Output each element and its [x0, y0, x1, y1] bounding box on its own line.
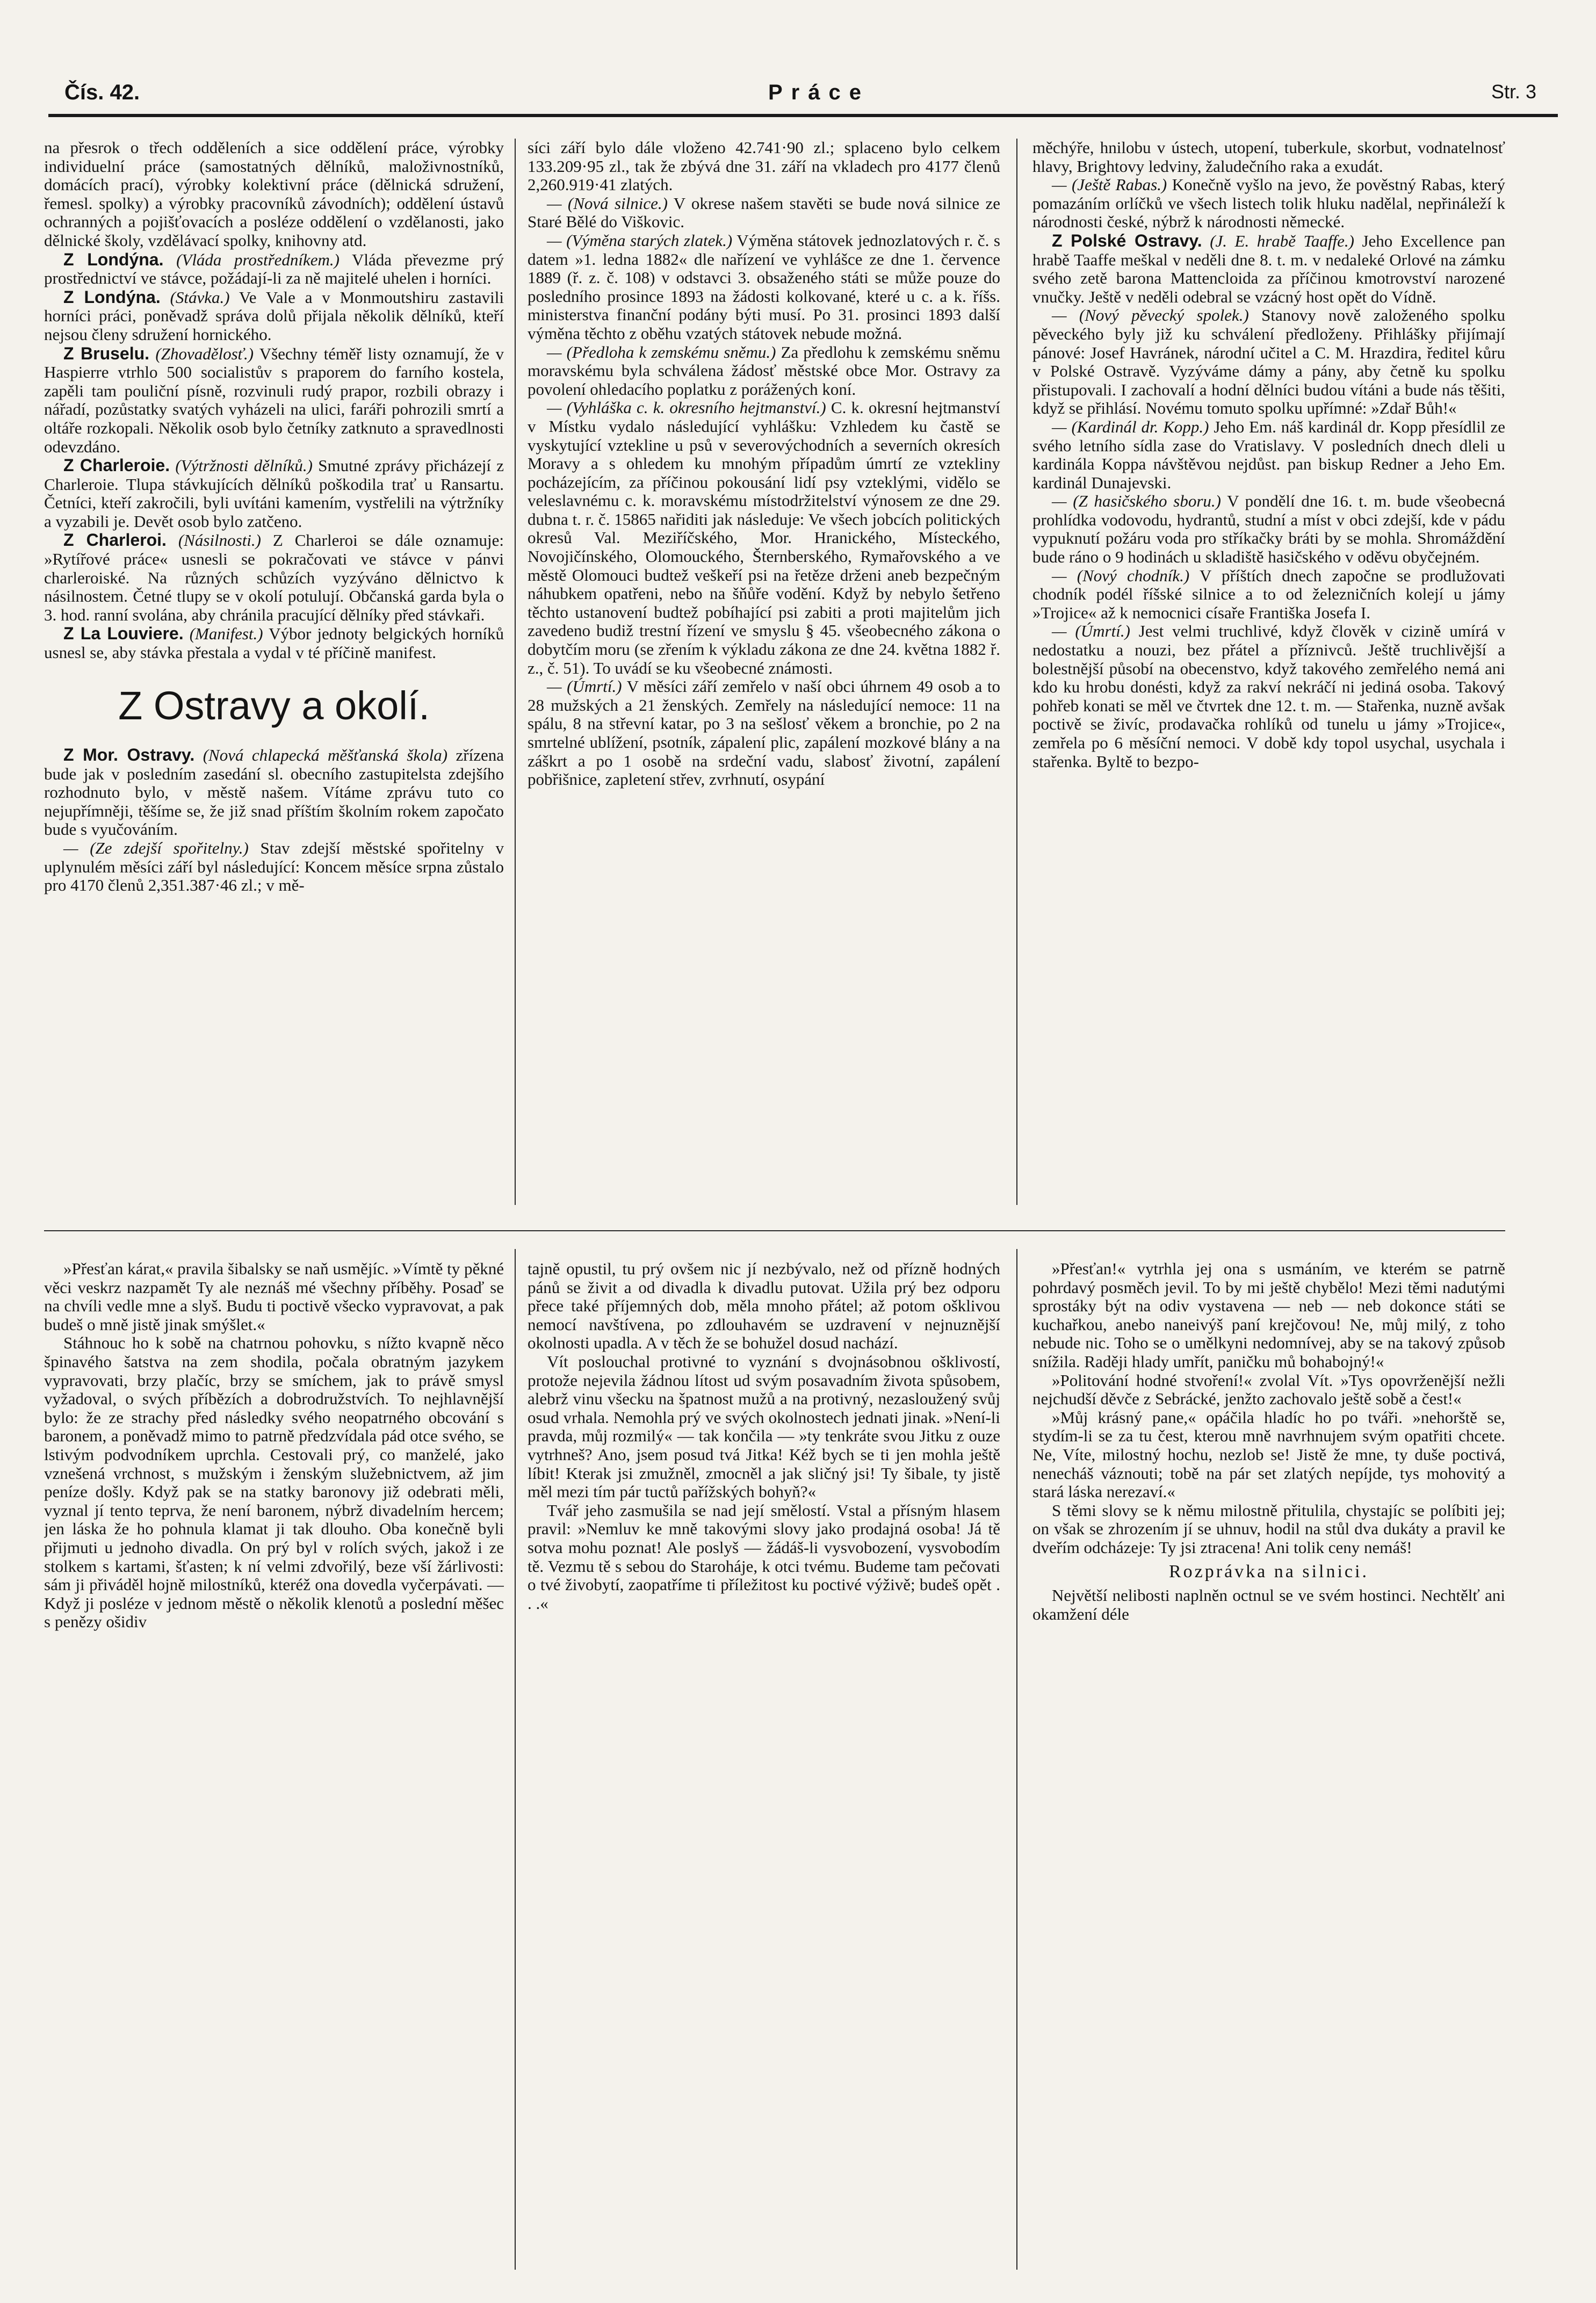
news-item: Z Mor. Ostravy. (Nová chlapecká měšťanská škola) zřízena bude jak v posledním zasedání sl. obecního zastupitelsta zdejšího rozhodnuto bylo, v městě našem. Vítáme zprávu tuto co nejupřímněji, těšíme se, že již snad příštím školním rokem započato bude s vyučováním. [44, 745, 504, 839]
news-item: — (Úmrtí.) V měsíci září zemřelo v naší obci úhrnem 49 osob a to 28 mužských a 21 ženských. Zemřely na následující nemoce: 11 na spálu, 8 na střevní katar, po 3 na sešlosť věkem a bronchie, po 2 na smrtelné ublížení, psotník, zápalení plic, zapálení mozkové blány a na záškrt a po 1 osobě na srdeční vadu, slabosť životní, zapálení pobřišnice, zapletení střev, zvrhnutí, osypání [528, 677, 1000, 789]
feuilleton-paragraph: »Přesťan kárat,« pravila šibalsky se naň usmějíc. »Vímtě ty pěkné věci veskrz nazpamět Ty ale neznáš mé všechny příběhy. Posaď se na chvíli vedle mne a slyš. Budu ti poctivě všecko vypravovat, a pak budeš o mně jistě jinak smýšlet.« [44, 1260, 504, 1334]
news-item: Z Londýna. (Stávka.) Ve Vale a v Monmoutshiru zastavili horníci práci, poněvadž správa dolů přijala několik dělníků, kteří nejsou členy sdružení hornického. [44, 287, 504, 344]
feuilleton-column-3 [1032, 1260, 1505, 2280]
feuilleton-column-2 [528, 1260, 1000, 2280]
feuilleton-paragraph: »Politování hodné stvoření!« zvolal Vít. »Tys opovrženější nežli nejchudší děvče z Sebrácké, jenžto zachovalo ještě sobě a čest!« [1032, 1370, 1505, 1409]
news-item: — (Ještě Rabas.) Konečně vyšlo na jevo, že pověstný Rabas, který pomazáním orlíčků ve všech listech tolik hluku nadělal, nepřináleží k národnosti české, nýbrž k národnosti německé. [1032, 175, 1505, 232]
article-text: na přesrok o třech odděleních a sice oddělení práce, výrobky individuelní práce (samostatných dělníků, maloživnostníků, domácích prací), výrobky kolektivní práce (dělnická sdružení, řemesl. spolky) a výrobky pracovníků závodních); oddělení ústavů ochranných a pojišťovacích a posléze oddělení o vzdělanosti, jako dělnické školy, vzdělávací spolky, knihovny atd. [44, 139, 504, 250]
news-item: Z Londýna. (Vláda prostředníkem.) Vláda převezme prý prostřednictví ve stávce, požádají-li za ně majitelé uhelen i horníci. [44, 249, 504, 288]
column-2 [528, 139, 1000, 1205]
news-item: — (Ze zdejší spořitelny.) Stav zdejší městské spořitelny v uplynulém měsíci září byl následující: Koncem měsíce srpna zůstalo pro 4170 členů 2,351.387·46 zl.; v mě- [44, 838, 504, 895]
news-item: — (Vyhláška c. k. okresního hejtmanství.) C. k. okresní hejtmanství v Místku vydalo následující vyhlášku: Vzhledem ku častě se vyskytující vztekline u psů v severovýchodních a severních okresích Moravy a s ohledem ku mnohým případům úmrtí ze vztekliny pocházejícím, za příčinou pokousání lidí psy vzteklými, vidělo se veleslavnému c. k. moravskému místodržitelství výnosem ze dne 29. dubna t. r. č. 15865 nařiditi jak následuje: Ve všech jobcích politických okresů Val. Meziříčského, Mor. Hranického, Místeckého, Novojičínského, Olomouckého, Šternberského, Rymařovského a ve městě Olomouci budtež veškeří psi na řetěze drženi aneb bezpečným náhubkem opatřeni, nebo na šňůře vodění. Když by nebylo šetřeno těchto ustanovení budtež pobíhající psi zabiti a proti majitelům jich zavedeno budiž trestní řízení ve smyslu § 45. všeobecného zákona o dobytčím moru (se zřením k výkladu zákona ze dne 24. května 1882 ř. z., č. 51). To uvádí se ku všeobecné známosti. [528, 398, 1000, 677]
page-header [48, 81, 1552, 113]
news-item: Z Charleroie. (Výtržnosti dělníků.) Smutné zprávy přicházejí z Charleroie. Tlupa stávkujících dělníků poškodila trať u Ransartu. Četníci, kteří zakročili, byli uvítáni kamením, vystřelili na výtržníky a vyzabili je. Devět osob bylo zatčeno. [44, 456, 504, 531]
feuilleton-column-1 [44, 1260, 504, 2280]
feuilleton-paragraph: Největší nelibosti naplněn octnul se ve svém hostinci. Nechtělť ani okamžení déle [1032, 1586, 1505, 1623]
news-item: Z Polské Ostravy. (J. E. hrabě Taaffe.) Jeho Excellence pan hrabě Taaffe meškal v neděli dne 8. t. m. v nedaleké Orlové na zámku svého zetě barona Mattencloida za příčinou kmotrovství narozené vnučky. Ještě v neděli odebral se vzácný host opět do Vídně. [1032, 230, 1505, 306]
news-item: — (Nová silnice.) V okrese našem stavěti se bude nová silnice ze Staré Bělé do Viškovic. [528, 193, 1000, 232]
news-item: Z Charleroi. (Násilnosti.) Z Charleroi se dále oznamuje: »Rytířové práce« usnesli se pokračovati ve stávce v pánvi charleroiské. Na různých schůzích vyzýváno dělnictvo k násilnostem. Četné tlupy se v okolí potulují. Občanská garda byla o 3. hod. ranní svolána, aby chránila pracující dělníky před stávkaři. [44, 530, 504, 624]
column-3 [1032, 139, 1505, 1205]
news-item: — (Výměna starých zlatek.) Výměna státovek jednozlatových r. č. s datem »1. ledna 1882« dle nařízení ve vyhlášce ze dne 1. července 1889 (ř. z. č. 108) v odstavci 3. obsaženého státi se může pouze do posledního prosince 1893 na žádosti kolkované, které u c. a k. říšs. ministerstva finanční podány býti musí. Po 31. prosinci 1893 další výměna těchto z oběhu vzatých státovek nebude možná. [528, 230, 1000, 343]
column-divider [515, 139, 516, 1205]
news-item: — (Nový chodník.) V příštích dnech započne se prodlužovati chodník podél říšské silnice a to od železničních kolejí u jámy »Trojice« až k nemocnici císaře Františka Josefa I. [1032, 566, 1505, 622]
feuilleton-paragraph: Stáhnouc ho k sobě na chatrnou pohovku, s nížto kvapně něco špinavého šatstva na zem shodila, počala obratným jazykem vypravovati, brzy plačíc, brzy se smíchem, jak to právě smysl vyžadoval, o svých příbězích a dobrodružstvích. To nejhlavnější bylo: že ze strachy před následky svého neopatrného obcování s baronem, a poněvadž mimo to patrně předzvídala pád otce svého, se lstivým podvodníkem uprchla. Cestovali prý, co manželé, jako vznešená vrchnost, s mužským i ženským služebnictvem, až jim peníze došly. Když pak se na statky baronovy již odebrati měli, vyznal jí tento teprva, že není baronem, nýbrž divadelním hercem; jen láska že ho pohnula klamat ji tak dlouho. Oba konečně byli přijmuti u jednoho divadla. On prý byl v rolích svých, jakož i ze stolkem s kartami, šťasten; k ní velmi zdvořilý, beze vší žárlivosti: sám ji přiváděl hojně milostníků, kteréž ona dovedla vyčerpávati. — Když ji posléze v jednom městě o několik klenotů a poslední měšec s penězy ošidiv [44, 1333, 504, 1631]
feuilleton-paragraph: Vít poslouchal protivné to vyznání s dvojnásobnou ošklivostí, protože nejevila žádnou lítost ud svým posavadním života spůsobem, alebrž vinu všecku na špatnost mužů a na protivný, nezasloužený svůj osud vrhala. Nemohla prý ve svých okolnostech jednati jinak. »Není-li pravda, můj rozmilý« — tak končila — »ty tenkráte svou Jitku z ouze vytrhneš? Ano, jsem posud tvá Jitka! Kéž bych se ti jen mohla ještě líbit! Kterak jsi zmužněl, zmocněl a jak sličný jsi! Ty šibale, ty jistě měl mezi tím pár tuctů pařížských bohyň?« [528, 1352, 1000, 1501]
feuilleton-paragraph: »Přesťan!« vytrhla jej ona s usmáním, ve kterém se patrně pohrdavý posměch jevil. To by mi ještě chybělo! Mezi těmi nadutými sprostáky být na odiv vystavena — neb — neb dokonce státi se kuchařkou, anebo naneivýš paní krejčovou! Ne, můj milý, z toho nebude nic. Toho se o umělkyni nedomnívej, aby se na takový způsob snížila. Raději hlady umřít, paničku mů bohabojný!« [1032, 1260, 1505, 1371]
news-item: — (Z hasičského sboru.) V pondělí dne 16. t. m. bude všeobecná prohlídka vodovodu, hydrantů, studní a míst v obci zdejší, kde v pádu vypuknutí požáru voda pro stříkačky bráti by se mohla. Shromáždění bude ráno o 9 hodinách u skladiště hasičského v oděvu obyčejném. [1032, 492, 1505, 567]
feuilleton-paragraph: S těmi slovy se k němu milostně přitulila, chystajíc se políbiti jej; on však se zhrozením jí se uhnuv, hodil na stůl dva dukáty a pravil ke dveřím odcházeje: Ty jsi ztracena! Ani tolik cenу nemáš! [1032, 1500, 1505, 1557]
column-divider [515, 1249, 516, 2270]
news-item: — (Nový pěvecký spolek.) Stanovy nově založeného spolku pěveckého byly již ku schválení předloženy. Přihlášky přijímají pánové: Josef Havránek, národní učitel a C. M. Hrazdira, ředitel kůru v Polské Ostravě. Vyzýváme dámy a pány, aby četně ku spolku přistupovali. I zachovalí a hodní dělníci budou vítáni a bude nás těšiti, když se přihlásí. Novému tomuto spolku upřímné: »Zdař Bůh!« [1032, 306, 1505, 418]
newspaper-title: Práce [768, 81, 870, 104]
section-heading: Z Ostravy a okolí. [118, 683, 430, 728]
chapter-subheading: Rozprávka na silnici. [1169, 1561, 1369, 1582]
news-item: — (Úmrtí.) Jest velmi truchlivé, když člověk v cizině umírá v nedostatku a nouzi, bez přátel a příznivců. Ještě truchlivější a bolestnější působí na obecenstvo, když takového zemřelého nemá ani kdo ku hrobu donésti, když za rakví nekráčí ni jediná osoba. Takový pohřeb konati se měl ve čtvrtek dne 12. t. m. — Stařenka, nuzně avšak poctivě se živíc, prodavačka rohlíků od tunelu u jámy »Trojice«, zemřela po 6 měsíční nemoci. V době kdy topol usychal, usychala i stařenka. Byltě to bezpo- [1032, 622, 1505, 771]
article-text: měchýře, hnilobu v ústech, utopení, tuberkule, skorbut, vodnatelnosť hlavy, Brightovy ledviny, žaludečního raka a exudát. [1032, 139, 1505, 176]
news-item: — (Předloha k zemskému sněmu.) Za předlohu k zemskému sněmu moravskému byla schválena žádosť městské obce Mor. Ostravy za povolení ohledacího poplatku z porážených koní. [528, 342, 1000, 399]
feuilleton-paragraph: tajně opustil, tu prý ovšem nic jí nezbývalo, než od přízně hodných pánů se živit a od divadla k divadlu putovat. Užila prý bez odporu přece také příjemných dob, měla mnoho přátel; až potom ošklivou nemocí navštívena, po zdlouhavém se uzdravení v nejnuznější okolnosti upadla. A v těch že se bohužel dosud nachází. [528, 1260, 1000, 1353]
news-item: Z La Louviere. (Manifest.) Výbor jednoty belgických horníků usnesl se, aby stávka přestala a vydal v té příčině manifest. [44, 624, 504, 662]
column-divider [1016, 1249, 1017, 2270]
issue-number: Čís. 42. [64, 81, 140, 104]
feuilleton-paragraph: Tvář jeho zasmušila se nad její smělostí. Vstal a přísným hlasem pravil: »Nemluv ke mně takovými slovy jako prodajná osoba! Já tě sotva mohu poznat! Ale poslyš — žádáš-li vysvobození, vysvobodím tě. Vezmu tě s sebou do Starohájе, k otci tvému. Budeme tam pečovati o tvé živobytí, zaopatříme ti příležitost ku poctivé výživě; budeš opět . . .« [528, 1500, 1000, 1613]
article-text: síci září bylo dále vloženo 42.741·90 zl.; splaceno bylo celkem 133.209·95 zl., tak že zbývá dne 31. září na vkladech pro 4177 členů 2,260.919·41 zlatých. [528, 139, 1000, 194]
news-item: — (Kardinál dr. Kopp.) Jeho Em. náš kardinál dr. Kopp přesídlil ze svého letního sídla zase do Vratislavy. V posledních dnech dleli u kardinála Koppa návštěvou nejdůst. pan biskup Redner a Jeho Em. kardinál Dunajevski. [1032, 417, 1505, 492]
feuilleton-rule [44, 1230, 1505, 1231]
header-rule [48, 114, 1558, 117]
column-divider [1016, 139, 1017, 1205]
column-1 [44, 139, 504, 1205]
page-number: Str. 3 [1491, 81, 1536, 103]
feuilleton-paragraph: »Můj krásný pane,« opáčila hladíc ho po tváři. »nehorště se, stydím-li se za tu čest, kterou mně navrhnujem svým opatřiti chcete. Ne, Víte, milostný hochu, nezlob se! Jistě že mne, ty duše poctivá, nenecháš váznouti; tobě na pár set zlatých nepíjde, tys mohovitý a stará láska nerezaví.« [1032, 1407, 1505, 1501]
news-item: Z Bruselu. (Zhovadělosť.) Všechny téměř listy oznamují, že v Haspierre vtrhlo 500 socialistův s praporem do farního kostela, zapěli tam pouliční písně, rozvinuli rudý prapor, rozbili obrazy i nářadí, pozůstatky svatých vyházeli na ulici, faráři pohrozili smrtí a oltáře rozkopali. Několik osob bylo četníky zatknuto a spravedlnosti odevzdáno. [44, 343, 504, 456]
